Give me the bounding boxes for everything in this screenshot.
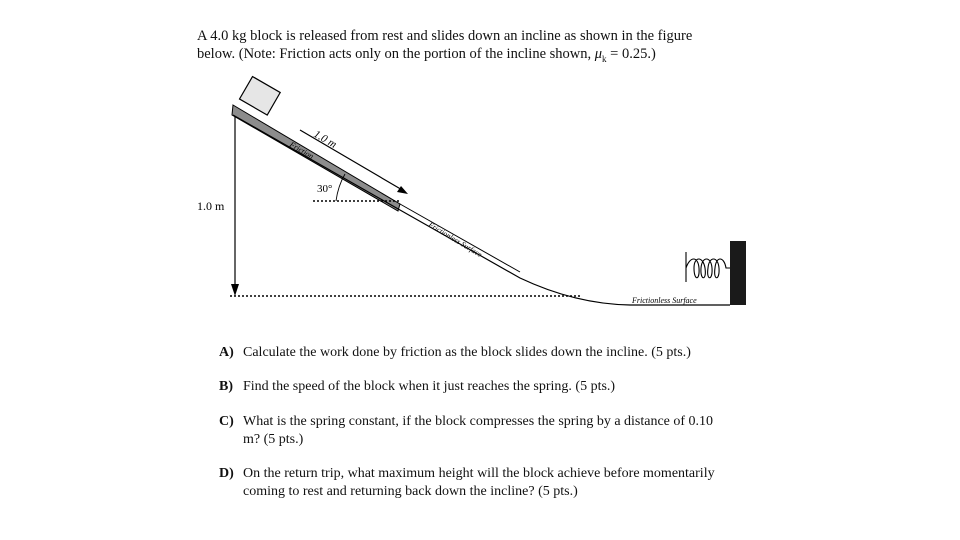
question-b-text: Find the speed of the block when it just reaches the spring. (5 pts.)	[243, 379, 616, 394]
question-c-letter: C)	[219, 414, 234, 429]
height-label: 1.0 m	[197, 199, 225, 213]
mu-symbol: μ	[594, 46, 603, 62]
problem-line-2-start: below. (Note: Friction acts only on the portion of the incline shown,	[197, 46, 595, 62]
wall	[730, 241, 746, 305]
question-b-letter: B)	[219, 379, 233, 394]
spring-icon	[686, 252, 730, 282]
problem-line-2-end: = 0.25.)	[606, 46, 656, 62]
block	[240, 77, 281, 116]
mu-subscript: k	[602, 53, 607, 64]
question-a	[219, 344, 739, 362]
frictionless-floor-label: Frictionless Surface	[632, 296, 697, 305]
question-c-text: What is the spring constant, if the block compresses the spring by a distance of 0.10 m? (5 pts.)	[243, 414, 714, 447]
frictionless-incline-label: Frictionless Surface	[426, 219, 484, 259]
question-d-text: On the return trip, what maximum height will the block achieve before momentarily coming to rest and returning back down the incline? (5 pts.)	[243, 466, 715, 499]
question-c	[219, 413, 739, 449]
angle-label: 30°	[317, 183, 333, 195]
question-b	[219, 378, 739, 396]
incline-surface	[233, 115, 730, 305]
question-a-text: Calculate the work done by friction as the block slides down the incline. (5 pts.)	[243, 345, 691, 360]
question-a-letter: A)	[219, 345, 234, 360]
problem-line-1: A 4.0 kg block is released from rest and slides down an incline as shown in the figure	[197, 28, 693, 44]
height-arrowhead	[231, 284, 239, 296]
question-d-letter: D)	[219, 466, 234, 481]
question-d	[219, 465, 739, 501]
friction-label: Friction	[288, 139, 316, 161]
length-label: 1.0 m	[311, 128, 339, 151]
